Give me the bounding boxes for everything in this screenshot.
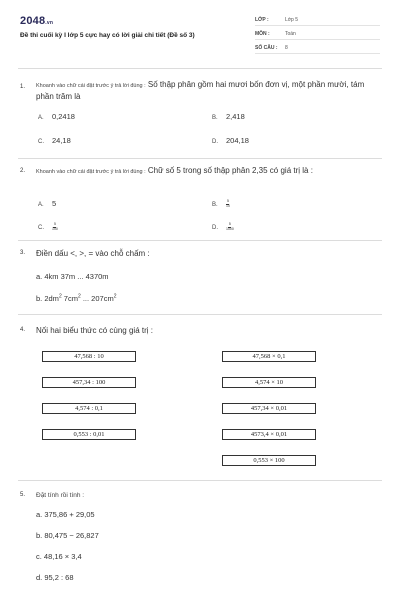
divider [18, 240, 382, 241]
q2-option-c-denominator: 100 [52, 226, 58, 231]
q2-number: 2. [20, 168, 26, 174]
q3-number: 3. [20, 250, 26, 256]
q3-line-b-sup2: 2 [77, 293, 81, 300]
meta-class-label: LỚP : [255, 17, 269, 23]
meta-class [255, 16, 380, 26]
q1-option-d-text: 204,18 [226, 136, 249, 145]
q1-option-c-text: 24,18 [52, 136, 71, 145]
q1-body: Số thập phân gồm hai mươi bốn đơn vị, một phần mười, tám phần trăm là [36, 80, 365, 101]
logo-suffix: .vn [45, 20, 54, 26]
divider [18, 480, 382, 481]
meta-count-label: SỐ CÂU : [255, 45, 278, 51]
q2-option-d-fraction [226, 223, 234, 231]
q3-line-b-part2: 7cm [61, 294, 78, 303]
q2-text [36, 166, 381, 178]
meta-subject [255, 30, 380, 40]
q5-number: 5. [20, 492, 26, 498]
q5-body: Đặt tính rồi tính : [36, 492, 85, 499]
q4-right-box-4[interactable]: 4573,4 × 0,01 [222, 429, 316, 440]
meta-subject-label: MÔN : [255, 31, 270, 37]
q2-option-a-text: 5 [52, 199, 57, 208]
q2-option-b-fraction [226, 200, 230, 208]
q5-item-a: a. 375,86 + 29,05 [36, 510, 95, 519]
logo-main: 2048 [20, 15, 46, 27]
q5-item-d: d. 95,2 : 68 [36, 573, 74, 582]
q2-option-b-denominator: 10 [226, 203, 230, 208]
meta-count-value: 8 [285, 45, 288, 51]
q2-option-c[interactable] [38, 222, 58, 231]
q1-option-a[interactable] [38, 112, 75, 121]
q2-lead: Khoanh vào chữ cái đặt trước ý trả lời đúng : [36, 169, 146, 175]
q3-line-b-sup1: 2 [58, 293, 62, 300]
q2-option-b[interactable] [212, 199, 230, 208]
q3-line-b-part3: ... 207cm [80, 294, 114, 303]
q1-option-b-letter: B. [212, 115, 218, 121]
q3-line-b-part1: b. 2dm [36, 294, 59, 303]
q3-line-b-sup3: 2 [113, 293, 117, 300]
q5-item-c: c. 48,16 × 3,4 [36, 552, 82, 561]
q4-left-box-4[interactable]: 0,553 : 0,01 [42, 429, 136, 440]
q2-option-d-numerator: 5 [228, 221, 231, 226]
q2-option-a-letter: A. [38, 202, 44, 208]
divider [18, 158, 382, 159]
q4-right-box-3[interactable]: 457,34 × 0,01 [222, 403, 316, 414]
q2-option-d-letter: D. [212, 225, 218, 231]
q3-text: Điền dấu <, >, = vào chỗ chấm : [36, 249, 150, 258]
q2-option-d[interactable] [212, 222, 234, 231]
q3-line-b [36, 294, 116, 303]
q2-option-d-denominator: 1000 [226, 226, 234, 231]
q4-left-box-3[interactable]: 4,574 : 0,1 [42, 403, 136, 414]
q2-option-b-numerator: 5 [226, 198, 229, 203]
meta-class-value: Lớp 5 [285, 17, 299, 23]
divider [18, 314, 382, 315]
q1-option-b-text: 2,418 [226, 112, 245, 121]
meta-count [255, 44, 380, 54]
q4-right-box-2[interactable]: 4,574 × 10 [222, 377, 316, 388]
q1-option-b[interactable] [212, 112, 245, 121]
q1-lead: Khoanh vào chữ cái đặt trước ý trả lời đúng : [36, 83, 146, 89]
q1-text [36, 80, 381, 101]
q3-line-a: a. 4km 37m ... 4370m [36, 272, 109, 281]
q1-number: 1. [20, 84, 26, 90]
divider [18, 68, 382, 69]
q4-left-box-2[interactable]: 457,34 : 100 [42, 377, 136, 388]
q4-right-box-5[interactable]: 0,553 × 100 [222, 455, 316, 466]
q2-option-a[interactable] [38, 199, 56, 208]
q4-left-box-1[interactable]: 47,568 : 10 [42, 351, 136, 362]
q2-option-c-letter: C. [38, 225, 44, 231]
exam-title: Đề thi cuối kỳ I lớp 5 cực hay có lời giải chi tiết (Đề số 3) [20, 32, 195, 39]
q4-right-box-1[interactable]: 47,568 × 0,1 [222, 351, 316, 362]
q2-option-c-fraction [52, 223, 58, 231]
q1-option-a-letter: A. [38, 115, 44, 121]
q2-option-c-numerator: 5 [53, 221, 56, 226]
logo[interactable] [20, 15, 53, 27]
q1-option-c[interactable] [38, 136, 71, 145]
q1-option-c-letter: C. [38, 139, 44, 145]
q5-text [36, 490, 381, 501]
q1-option-d-letter: D. [212, 139, 218, 145]
q4-text: Nối hai biểu thức có cùng giá trị : [36, 326, 153, 335]
q4-number: 4. [20, 327, 26, 333]
q1-option-a-text: 0,2418 [52, 112, 75, 121]
q1-option-d[interactable] [212, 136, 249, 145]
q2-option-b-letter: B. [212, 202, 218, 208]
q5-item-b: b. 80,475 − 26,827 [36, 531, 99, 540]
q2-body: Chữ số 5 trong số thập phân 2,35 có giá trị là : [147, 166, 313, 175]
meta-subject-value: Toán [285, 31, 296, 37]
